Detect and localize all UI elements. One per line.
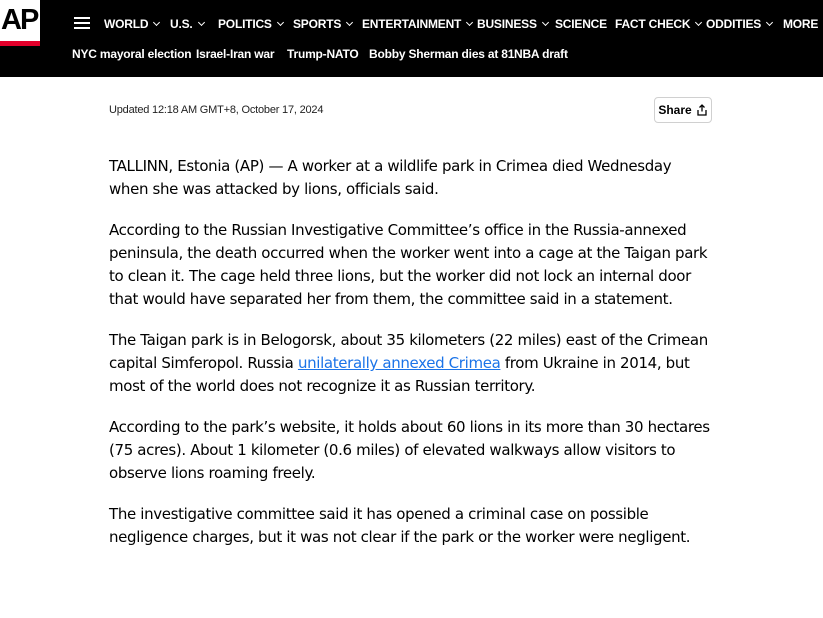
nav-label: SCIENCE bbox=[555, 17, 607, 31]
nav-label: MORE bbox=[783, 17, 819, 31]
ap-logo[interactable] bbox=[0, 0, 40, 46]
annexed-crimea-link[interactable]: unilaterally annexed Crimea bbox=[297, 354, 501, 373]
nav-label: BUSINESS bbox=[477, 17, 537, 31]
ap-logo-text: AP bbox=[1, 4, 38, 36]
nav-item-sports[interactable] bbox=[293, 15, 352, 33]
hamburger-menu-icon[interactable] bbox=[74, 17, 90, 29]
chevron-down-icon bbox=[695, 19, 702, 26]
chevron-down-icon bbox=[153, 19, 160, 26]
trending-link-israel-iran-war[interactable]: Israel-Iran war bbox=[196, 47, 275, 61]
trending-link-nba-draft[interactable]: NBA draft bbox=[514, 47, 568, 61]
updated-timestamp: Updated 12:18 AM GMT+8, October 17, 2024 bbox=[109, 104, 324, 116]
nav-label: FACT CHECK bbox=[615, 17, 691, 31]
article-text: The Taigan park is in Belogorsk, about 35 kilometers (22 miles) east of the Crimean capital Simferopol. Russia bbox=[109, 330, 708, 373]
nav-label: POLITICS bbox=[218, 17, 272, 31]
nav-item-business[interactable] bbox=[477, 15, 548, 33]
nav-item-science[interactable] bbox=[555, 15, 607, 33]
trending-link-nyc-mayoral-election[interactable]: NYC mayoral election bbox=[72, 47, 192, 61]
nav-item-us[interactable] bbox=[170, 15, 204, 33]
nav-label: ENTERTAINMENT bbox=[362, 17, 462, 31]
chevron-down-icon bbox=[277, 19, 284, 26]
nav-item-fact-check[interactable] bbox=[615, 15, 701, 33]
article-text: from Ukraine in 2014, but most of the world does not recognize it as Russian territory. bbox=[109, 354, 690, 396]
trending-link-trump-nato[interactable]: Trump-NATO bbox=[287, 47, 359, 61]
share-icon bbox=[696, 104, 708, 116]
nav-item-more[interactable] bbox=[783, 15, 823, 33]
nav-item-politics[interactable] bbox=[218, 15, 283, 33]
share-label: Share bbox=[658, 103, 692, 117]
article-paragraph: According to the Russian Investigative Committee’s office in the Russia-annexed peninsula, the death occurred when the worker went into a cage at the Taigan park to clean it. The cage held three lions, but the worker did not lock an internal door that would have separated her from them, the committee said in a statement. bbox=[109, 220, 708, 309]
article-paragraph bbox=[109, 329, 714, 399]
ap-logo-red-bar bbox=[0, 41, 40, 46]
article-body bbox=[109, 155, 714, 566]
nav-item-entertainment[interactable] bbox=[362, 15, 472, 33]
nav-label: U.S. bbox=[170, 17, 193, 31]
chevron-down-icon bbox=[198, 19, 205, 26]
chevron-down-icon bbox=[766, 19, 773, 26]
article-paragraph: TALLINN, Estonia (AP) — A worker at a wildlife park in Crimea died Wednesday when she was attacked by lions, officials said. bbox=[109, 157, 672, 199]
chevron-down-icon bbox=[542, 19, 549, 26]
article-paragraph: The investigative committee said it has opened a criminal case on possible negligence charges, but it was not clear if the park or the worker were negligent. bbox=[109, 504, 691, 546]
nav-label: SPORTS bbox=[293, 17, 342, 31]
chevron-down-icon bbox=[466, 19, 473, 26]
nav-label: ODDITIES bbox=[706, 17, 762, 31]
trending-link-bobby-sherman[interactable]: Bobby Sherman dies at 81 bbox=[369, 47, 515, 61]
nav-label: WORLD bbox=[104, 17, 149, 31]
site-header bbox=[0, 0, 823, 77]
nav-item-oddities[interactable] bbox=[706, 15, 772, 33]
article-paragraph: According to the park’s website, it holds about 60 lions in its more than 30 hectares (75 acres). About 1 kilometer (0.6 miles) of elevated walkways allow visitors to observe lions roaming freely. bbox=[109, 417, 710, 483]
share-button[interactable] bbox=[654, 97, 712, 123]
chevron-down-icon bbox=[346, 19, 353, 26]
nav-item-world[interactable] bbox=[104, 15, 159, 33]
